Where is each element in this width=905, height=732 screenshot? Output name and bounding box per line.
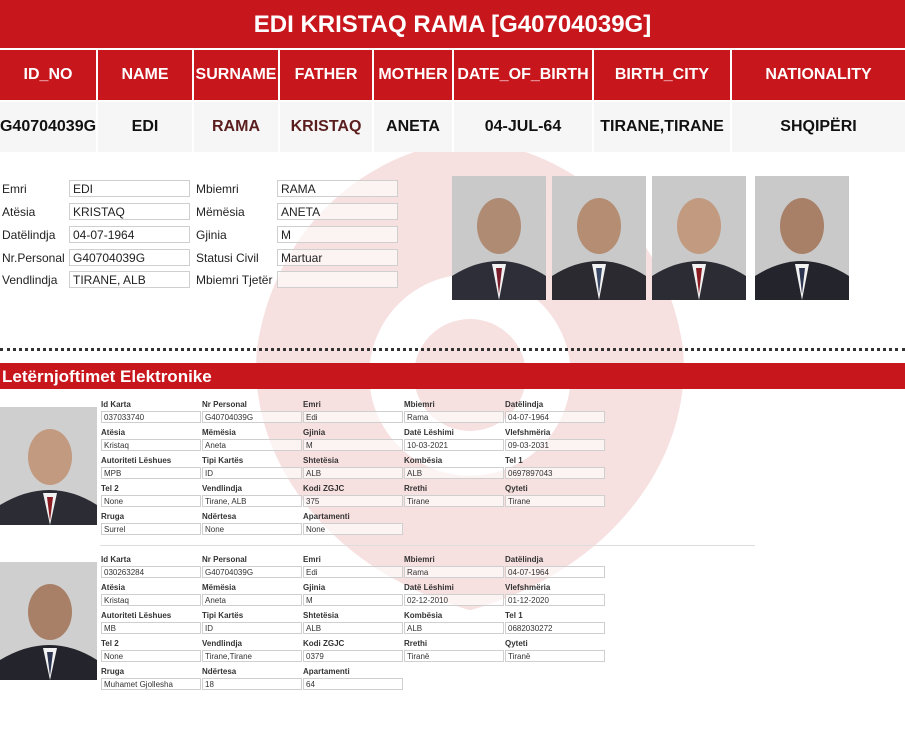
value-statusi-civil: Martuar — [277, 249, 398, 266]
card-field-value: 037033740 — [101, 411, 201, 423]
card-field-value: 18 — [202, 678, 302, 690]
card-field-value: Aneta — [202, 594, 302, 606]
card-field-label: Gjinia — [303, 583, 326, 592]
value-memesia: ANETA — [277, 203, 398, 220]
label-emri: Emri — [2, 182, 27, 196]
portrait-photo-2 — [552, 176, 646, 300]
section-title: Letërnjoftimet Elektronike — [0, 363, 905, 389]
card-field-value: 09-03-2031 — [505, 439, 605, 451]
card-field-value: None — [303, 523, 403, 535]
card-field-label: Ndërtesa — [202, 667, 237, 676]
cell-surname: RAMA — [194, 102, 280, 152]
label-statusi-civil: Statusi Civil — [196, 251, 259, 265]
card-field-label: Kombësia — [404, 611, 443, 620]
card-field-value: M — [303, 439, 403, 451]
card-field-value: ID — [202, 622, 302, 634]
card-field-label: Atësia — [101, 583, 126, 592]
card-field-label: Mbiemri — [404, 555, 435, 564]
card-field-label: Autoriteti Lëshues — [101, 611, 172, 620]
value-datelindja: 04-07-1964 — [69, 226, 190, 243]
card-field-label: Datë Lëshimi — [404, 583, 454, 592]
card-field-value: Tirane,Tirane — [202, 650, 302, 662]
card-field-value: M — [303, 594, 403, 606]
card-field-label: Ndërtesa — [202, 512, 237, 521]
card-field-label: Datëlindja — [505, 555, 544, 564]
card-photo-1 — [0, 407, 97, 525]
card-field-value: 0682030272 — [505, 622, 605, 634]
table-header — [0, 50, 905, 100]
label-datelindja: Datëlindja — [2, 228, 56, 242]
card-field-label: Shtetësia — [303, 456, 339, 465]
col-header-birth-city: BIRTH_CITY — [594, 50, 732, 100]
card-field-value: Rama — [404, 411, 504, 423]
card-field-label: Tel 1 — [505, 611, 523, 620]
card-field-label: Autoriteti Lëshues — [101, 456, 172, 465]
card-field-label: Qyteti — [505, 639, 528, 648]
col-header-father: FATHER — [280, 50, 374, 100]
label-mbiemri: Mbiemri — [196, 182, 239, 196]
card-field-label: Qyteti — [505, 484, 528, 493]
col-header-name: NAME — [98, 50, 194, 100]
card-field-label: Rrethi — [404, 484, 428, 493]
card-field-value: 0379 — [303, 650, 403, 662]
portrait-photo-4 — [755, 176, 849, 300]
cell-name: EDI — [98, 102, 194, 152]
card-field-value: Aneta — [202, 439, 302, 451]
card-field-label: Tipi Kartës — [202, 611, 244, 620]
card-field-label: Id Karta — [101, 555, 131, 564]
card-field-label: Vendlindja — [202, 639, 243, 648]
card-field-label: Tipi Kartës — [202, 456, 244, 465]
portrait-photo-1 — [452, 176, 546, 300]
card-field-label: Vendlindja — [202, 484, 243, 493]
value-emri: EDI — [69, 180, 190, 197]
card-field-value: G40704039G — [202, 411, 302, 423]
cell-nationality: SHQIPËRI — [780, 118, 857, 135]
card-field-value: Tirane — [505, 495, 605, 507]
card-field-label: Tel 2 — [101, 484, 119, 493]
card-field-label: Mëmësia — [202, 583, 236, 592]
card-field-label: Rruga — [101, 512, 125, 521]
col-header-mother: MOTHER — [374, 50, 454, 100]
card-field-label: Kodi ZGJC — [303, 484, 345, 493]
card-field-value: 030263284 — [101, 566, 201, 578]
card-field-label: Vlefshmëria — [505, 583, 551, 592]
card-field-label: Emri — [303, 555, 321, 564]
card-field-label: Nr Personal — [202, 400, 247, 409]
card-field-value: Surrel — [101, 523, 201, 535]
card-field-value: 10-03-2021 — [404, 439, 504, 451]
card-field-label: Atësia — [101, 428, 126, 437]
value-gjinia: M — [277, 226, 398, 243]
table-row — [0, 102, 905, 152]
card-field-value: MB — [101, 622, 201, 634]
card-field-value: 375 — [303, 495, 403, 507]
card-field-label: Mëmësia — [202, 428, 236, 437]
card-field-value: Edi — [303, 566, 403, 578]
card-field-value: Tiranë — [404, 650, 504, 662]
card-field-value: None — [202, 523, 302, 535]
page-title: EDI KRISTAQ RAMA [G40704039G] — [0, 0, 905, 48]
card-field-label: Apartamenti — [303, 512, 350, 521]
card-field-value: Tirane — [404, 495, 504, 507]
card-field-value: Tiranë — [505, 650, 605, 662]
card-field-value: ALB — [404, 467, 504, 479]
value-nr-personal: G40704039G — [69, 249, 190, 266]
label-atesia: Atësia — [2, 205, 36, 219]
value-mbiemri: RAMA — [277, 180, 398, 197]
card-field-value: ALB — [404, 622, 504, 634]
cell-mother: ANETA — [374, 102, 454, 152]
card-field-label: Rrethi — [404, 639, 428, 648]
card-field-label: Nr Personal — [202, 555, 247, 564]
card-field-value: 04-07-1964 — [505, 566, 605, 578]
label-mbiemri-tjeter: Mbiemri Tjetër — [196, 273, 273, 287]
col-header-id-no: ID_NO — [0, 50, 98, 100]
card-field-value: 64 — [303, 678, 403, 690]
card-photo-2 — [0, 562, 97, 680]
card-field-value: Tirane, ALB — [202, 495, 302, 507]
card-field-value: ALB — [303, 467, 403, 479]
card-field-value: Kristaq — [101, 439, 201, 451]
card-field-value: 01-12-2020 — [505, 594, 605, 606]
card-field-label: Id Karta — [101, 400, 131, 409]
card-field-value: Kristaq — [101, 594, 201, 606]
col-header-nationality: NATIONALITY — [732, 50, 905, 100]
card-field-value: G40704039G — [202, 566, 302, 578]
card-field-label: Mbiemri — [404, 400, 435, 409]
card-field-label: Datëlindja — [505, 400, 544, 409]
col-header-surname: SURNAME — [194, 50, 280, 100]
card-field-label: Emri — [303, 400, 321, 409]
card-field-label: Tel 1 — [505, 456, 523, 465]
card-field-label: Rruga — [101, 667, 125, 676]
card-field-label: Tel 2 — [101, 639, 119, 648]
value-mbiemri-tjeter — [277, 271, 398, 288]
card-field-value: MPB — [101, 467, 201, 479]
cell-id-no: G40704039G — [0, 102, 98, 152]
cell-birth-city: TIRANE,TIRANE — [594, 102, 732, 152]
card-field-value: ALB — [303, 622, 403, 634]
card-field-label: Gjinia — [303, 428, 326, 437]
card-field-value: Rama — [404, 566, 504, 578]
card-field-label: Apartamenti — [303, 667, 350, 676]
card-field-value: 02-12-2010 — [404, 594, 504, 606]
cell-father: KRISTAQ — [280, 102, 374, 152]
portrait-photo-3 — [652, 176, 746, 300]
label-memesia: Mëmësia — [196, 205, 245, 219]
card-field-label: Vlefshmëria — [505, 428, 551, 437]
cell-date-of-birth: 04-JUL-64 — [454, 102, 594, 152]
card-field-label: Kombësia — [404, 456, 443, 465]
card-field-label: Datë Lëshimi — [404, 428, 454, 437]
label-vendlindja: Vendlindja — [2, 273, 58, 287]
card-field-label: Kodi ZGJC — [303, 639, 345, 648]
card-field-value: Edi — [303, 411, 403, 423]
card-field-value: Muhamet Gjollesha — [101, 678, 201, 690]
value-vendlindja: TIRANE, ALB — [69, 271, 190, 288]
card-field-value: 04-07-1964 — [505, 411, 605, 423]
card-field-value: None — [101, 495, 201, 507]
value-atesia: KRISTAQ — [69, 203, 190, 220]
card-field-value: ID — [202, 467, 302, 479]
col-header-date-of-birth: DATE_OF_BIRTH — [454, 50, 594, 100]
dotted-divider — [0, 348, 905, 351]
label-nr-personal: Nr.Personal — [2, 251, 65, 265]
card-field-value: 0697897043 — [505, 467, 605, 479]
card-field-value: None — [101, 650, 201, 662]
card-separator — [100, 545, 755, 546]
card-field-label: Shtetësia — [303, 611, 339, 620]
label-gjinia: Gjinia — [196, 228, 227, 242]
